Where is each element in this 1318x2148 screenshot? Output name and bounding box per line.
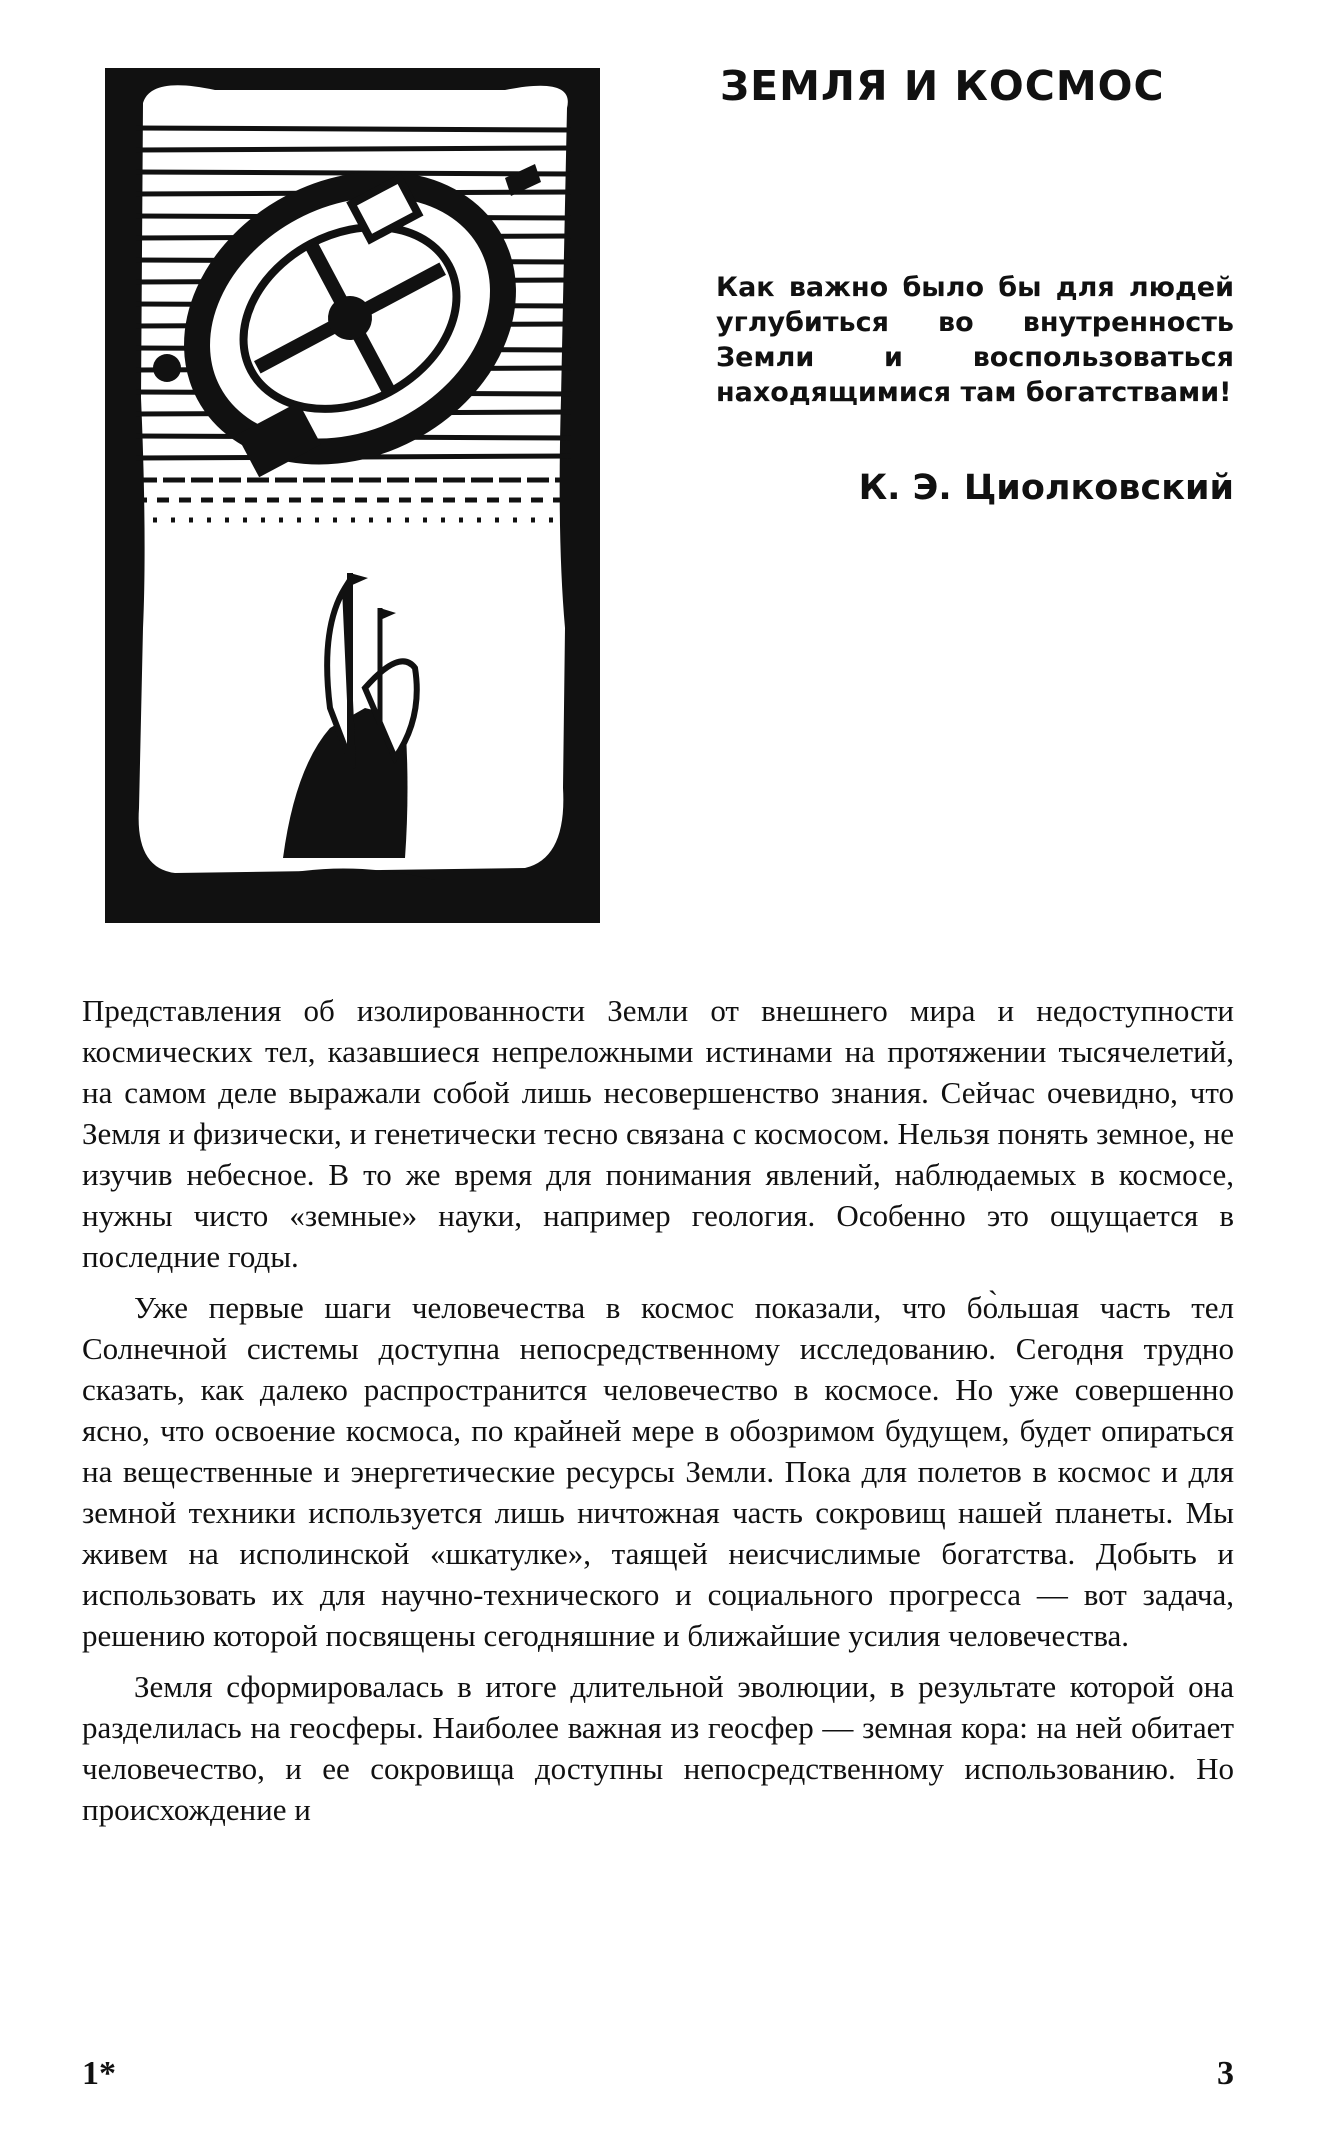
- body-text: [82, 990, 1234, 1840]
- page-number: 3: [1217, 2055, 1234, 2092]
- paragraph: Земля сформировалась в итоге длительной эволюции, в результате которой она разделилась на геосферы. Наиболее важная из геосфер — земная кора: на ней обитает человечество, и ее сокровища доступны непосредственному использованию. Но происхождение и: [82, 1669, 1234, 1827]
- signature-mark: 1*: [82, 2055, 116, 2092]
- chapter-title: ЗЕМЛЯ И КОСМОС: [720, 62, 1165, 110]
- paragraph: Уже первые шаги человечества в космос показали, что бо̀льшая часть тел Солнечной системы доступна непосредственному исследованию. Сегодня трудно сказать, как далеко распространится человечество в космосе. Но уже совершенно ясно, что освоение космоса, по крайней мере в обозримом будущем, будет опираться на вещественные и энергетические ресурсы Земли. Пока для полетов в космос и для земной техники используется лишь ничтожная часть сокровищ нашей планеты. Мы живем на исполинской «шкатулке», таящей неисчислимые богатства. Добыть и использовать их для научно-технического и социального прогресса — вот задача, решению которой посвящены сегодняшние и ближайшие усилия человечества.: [82, 1290, 1234, 1653]
- paragraph: Представления об изолированности Земли от внешнего мира и недоступности космических тел, казавшиеся непреложными истинами на протяжении тысячелетий, на самом деле выражали собой лишь несовершенство знания. Сейчас очевидно, что Земля и физически, и генетически тесно связана с космосом. Нельзя понять земное, не изучив небесное. В то же время для понимания явлений, наблюдаемых в космосе, нужны чисто «земные» науки, например геология. Особенно это ощущается в последние годы.: [82, 993, 1234, 1274]
- epigraph-author: К. Э. Циолковский: [858, 468, 1234, 508]
- illustration: [105, 68, 600, 923]
- woodcut-illustration: [105, 68, 600, 923]
- epigraph-quote: Как важно было бы для людей углубиться во внутренность Земли и воспользоваться находящимися там богатствами!: [716, 272, 1234, 408]
